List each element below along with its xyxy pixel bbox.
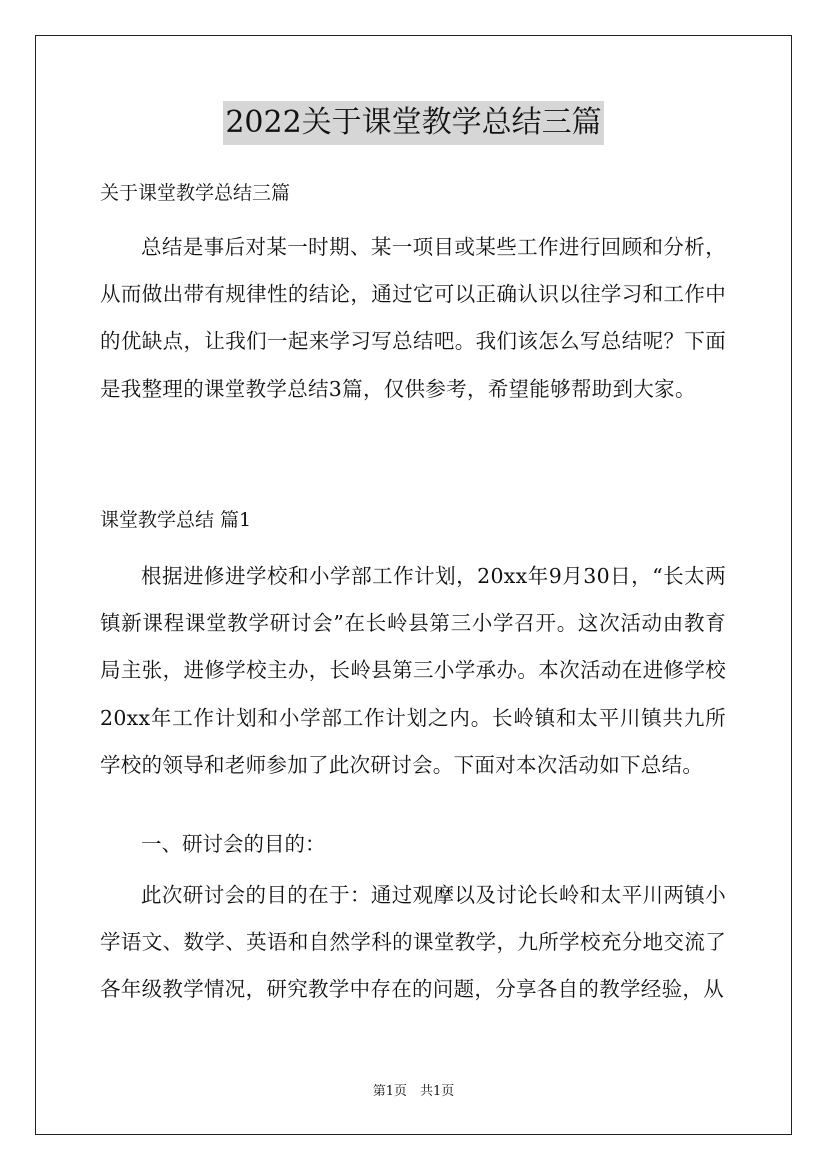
body-paragraph-2: 此次研讨会的目的在于：通过观摩以及讨论长岭和太平川两镇小学语文、数学、英语和自然学科的课堂教学，九所学校充分地交流了各年级教学情况，研究教学中存在的问题，分享各自的教学经验，从	[100, 883, 726, 1002]
item-heading: 一、研讨会的目的：	[141, 832, 326, 856]
intro-paragraph: 总结是事后对某一时期、某一项目或某些工作进行回顾和分析，从而做出带有规律性的结论，通过它可以正确认识以往学习和工作中的优缺点，让我们一起来学习写总结吧。我们该怎么写总结呢？下面是我整理的课堂教学总结3篇，仅供参考，希望能够帮助到大家。	[100, 235, 726, 401]
section-heading: 课堂教学总结 篇1	[100, 509, 252, 531]
document-title-text: 2022关于课堂教学总结三篇	[223, 101, 603, 145]
page-footer: 第1页 共1页	[372, 1084, 455, 1099]
body-paragraph-1: 根据进修进学校和小学部工作计划，20xx年9月30日，“长太两镇新课程课堂教学研讨会”在长岭县第三小学召开。这次活动由教育局主张，进修学校主办，长岭县第三小学承办。本次活动在进修学校20xx年工作计划和小学部工作计划之内。长岭镇和太平川镇共九所学校的领导和老师参加了此次研讨会。下面对本次活动如下总结。	[100, 564, 726, 777]
document-subtitle: 关于课堂教学总结三篇	[100, 182, 291, 204]
document-title	[0, 101, 827, 145]
